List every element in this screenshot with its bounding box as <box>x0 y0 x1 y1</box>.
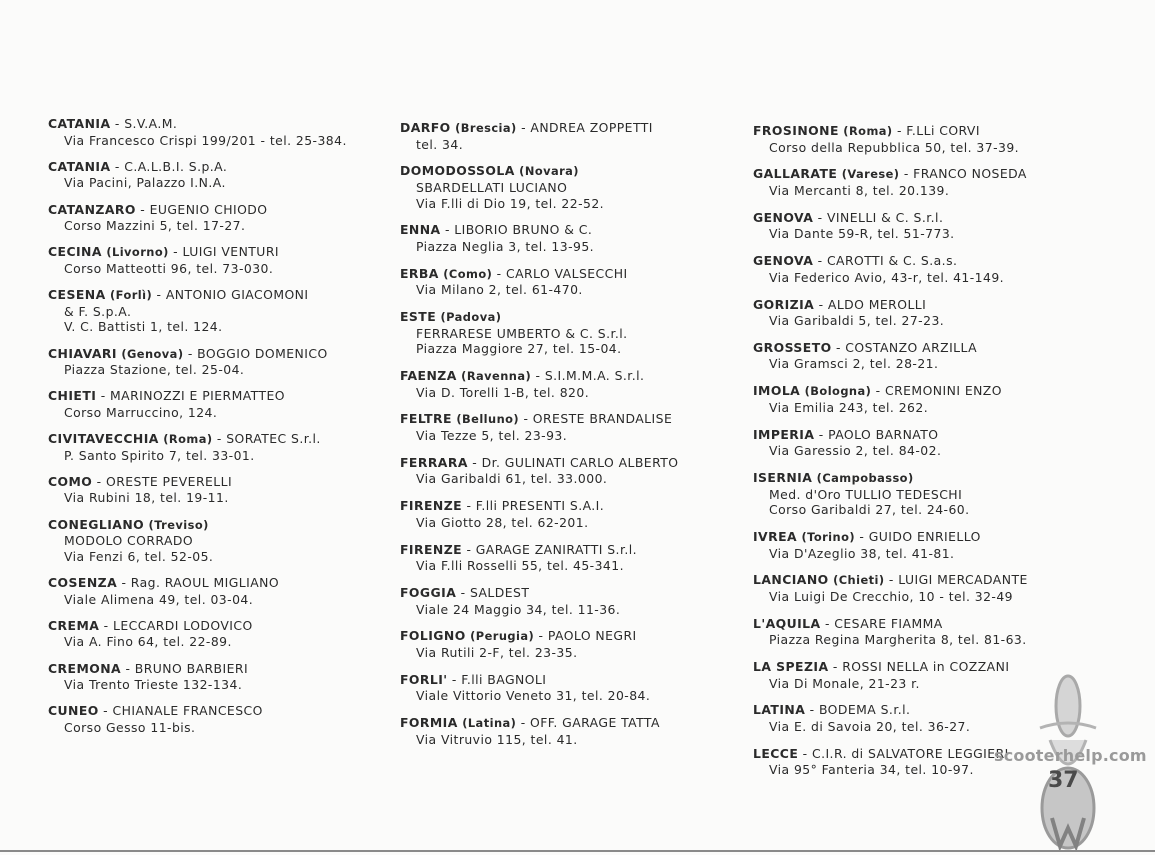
dealer-name: - CESARE FIAMMA <box>820 615 943 631</box>
address-line: Viale 24 Maggio 34, tel. 11-36. <box>416 601 621 617</box>
address-line: SBARDELLATI LUCIANO <box>416 179 568 195</box>
dealer-entry <box>753 166 1093 198</box>
province-name: (Perugia) <box>465 629 535 644</box>
city-name: CATANZARO <box>48 201 136 217</box>
city-name: CESENA <box>48 287 106 303</box>
province-name: (Campobasso) <box>812 471 914 485</box>
address-line: Via A. Fino 64, tel. 22-89. <box>64 634 232 650</box>
dealer-entry <box>400 266 735 298</box>
dealer-name: - BOGGIO DOMENICO <box>183 345 328 361</box>
dealer-entry <box>400 455 735 487</box>
entry-heading <box>753 572 1093 589</box>
address-line: Via Rubini 18, tel. 19-11. <box>64 490 229 506</box>
city-name: ISERNIA <box>753 470 813 485</box>
entry-heading <box>400 542 735 559</box>
address-line: Via D. Torelli 1-B, tel. 820. <box>416 384 590 400</box>
entry-heading <box>400 266 735 283</box>
dealer-name: - ANTONIO GIACOMONI <box>152 287 309 303</box>
address-line: Via Garessio 2, tel. 84-02. <box>769 443 942 459</box>
watermark-text: scooterhelp.com <box>994 746 1147 765</box>
address-line: Viale Alimena 49, tel. 03-04. <box>64 591 254 607</box>
entry-heading <box>400 498 735 515</box>
city-name: CONEGLIANO <box>48 516 145 532</box>
province-name: (Bologna) <box>800 384 872 399</box>
city-name: FROSINONE <box>753 123 839 138</box>
dealer-name: - LIBORIO BRUNO & C. <box>440 222 593 238</box>
dealer-name: - PAOLO NEGRI <box>534 628 637 644</box>
dealer-entry <box>753 616 1093 648</box>
address-line: Via Francesco Crispi 199/201 - tel. 25-384. <box>64 132 347 148</box>
entry-heading <box>48 202 388 219</box>
entry-heading <box>48 116 388 133</box>
dealer-name: - BRUNO BARBIERI <box>121 660 249 676</box>
address-line: Corso Gesso 11-bis. <box>64 719 196 735</box>
entry-heading <box>48 661 388 678</box>
dealer-name: - CAROTTI & C. S.a.s. <box>813 253 958 269</box>
dealer-name: - CARLO VALSECCHI <box>492 265 628 281</box>
address-line: Piazza Neglia 3, tel. 13-95. <box>416 238 595 254</box>
dealer-entry <box>400 585 735 617</box>
dealer-entry <box>48 431 388 463</box>
province-name: (Chieti) <box>828 573 885 588</box>
province-name: (Torino) <box>797 529 856 544</box>
entry-heading <box>400 309 735 326</box>
address-line: V. C. Battisti 1, tel. 124. <box>64 319 223 335</box>
address-line: Via Luigi De Crecchio, 10 - tel. 32-49 <box>769 588 1014 604</box>
city-name: GENOVA <box>753 209 814 225</box>
city-name: CECINA <box>48 244 102 260</box>
province-name: (Belluno) <box>451 412 520 427</box>
province-name: (Como) <box>438 266 493 281</box>
dealer-name: - ORESTE PEVERELLI <box>92 473 233 489</box>
dealer-entry <box>48 244 388 276</box>
entry-heading <box>753 166 1093 183</box>
dealer-entry <box>48 287 388 335</box>
entry-heading <box>400 222 735 239</box>
dealer-name: - FRANCO NOSEDA <box>899 166 1027 182</box>
dealer-entry <box>753 427 1093 459</box>
dealer-name: - C.I.R. di SALVATORE LEGGIERI <box>798 745 1009 761</box>
dealer-name: - BODEMA S.r.l. <box>805 702 911 718</box>
city-name: CREMA <box>48 617 100 633</box>
province-name: (Ravenna) <box>456 369 532 384</box>
city-name: COSENZA <box>48 575 118 590</box>
entry-heading <box>48 575 388 592</box>
city-name: FIRENZE <box>400 541 463 557</box>
city-name: DARFO <box>400 120 451 135</box>
province-name: (Padova) <box>436 310 502 325</box>
dealer-name: - SORATEC S.r.l. <box>212 431 321 447</box>
address-line: Viale Vittorio Veneto 31, tel. 20-84. <box>416 688 651 704</box>
dealer-entry <box>753 470 1093 518</box>
entry-heading <box>753 253 1093 270</box>
entry-heading <box>400 411 735 428</box>
city-name: FOGGIA <box>400 584 457 600</box>
address-line: Via Rutili 2-F, tel. 23-35. <box>416 644 578 660</box>
address-line: Via Dante 59-R, tel. 51-773. <box>769 226 955 242</box>
dealer-name: - ROSSI NELLA in COZZANI <box>828 659 1010 675</box>
address-line: Via Emilia 243, tel. 262. <box>769 399 929 415</box>
address-line: Piazza Stazione, tel. 25-04. <box>64 362 245 378</box>
dealer-entry <box>753 253 1093 285</box>
city-name: FORMIA <box>400 715 458 731</box>
dealer-entry <box>400 411 735 443</box>
dealer-entry <box>400 163 735 211</box>
address-line: Via Di Monale, 21-23 r. <box>769 675 920 691</box>
address-line: Via Gramsci 2, tel. 28-21. <box>769 356 939 372</box>
dealer-entry <box>400 628 735 660</box>
city-name: CATANIA <box>48 158 111 174</box>
dealer-entry <box>48 517 388 565</box>
address-line: & F. S.p.A. <box>64 303 132 319</box>
city-name: ERBA <box>400 265 439 281</box>
dealer-name: - LUIGI MERCADANTE <box>884 572 1028 588</box>
address-line: MODOLO CORRADO <box>64 533 194 549</box>
city-name: LANCIANO <box>753 572 829 588</box>
dealer-entry <box>400 309 735 357</box>
address-line: Via Mercanti 8, tel. 20.139. <box>769 182 950 198</box>
address-line: Via Trento Trieste 132-134. <box>64 677 243 693</box>
address-line: Corso Matteotti 96, tel. 73-030. <box>64 260 274 276</box>
city-name: FERRARA <box>400 454 468 470</box>
column-1 <box>48 116 388 746</box>
entry-heading <box>753 340 1093 357</box>
dealer-name: - SALDEST <box>456 584 530 600</box>
address-line: Via 95° Fanteria 34, tel. 10-97. <box>769 762 974 778</box>
city-name: FIRENZE <box>400 498 463 514</box>
city-name: FORLI' <box>400 671 448 687</box>
dealer-entry <box>400 715 735 747</box>
entry-heading <box>48 431 388 448</box>
entry-heading <box>400 585 735 602</box>
dealer-entry <box>48 202 388 234</box>
entry-heading <box>48 618 388 635</box>
dealer-entry <box>753 529 1093 561</box>
dealer-name: - F.lli BAGNOLI <box>447 671 547 687</box>
dealer-entry <box>753 383 1093 415</box>
entry-heading <box>400 455 735 472</box>
dealer-name: - GARAGE ZANIRATTI S.r.l. <box>462 541 638 557</box>
city-name: L'AQUILA <box>753 615 821 631</box>
entry-heading <box>753 123 1093 140</box>
city-name: CREMONA <box>48 660 122 676</box>
dealer-entry <box>400 672 735 704</box>
city-name: CHIAVARI <box>48 345 117 361</box>
dealer-entry <box>753 297 1093 329</box>
entry-heading <box>753 616 1093 633</box>
address-line: Via Vitruvio 115, tel. 41. <box>416 731 578 747</box>
entry-heading <box>48 474 388 491</box>
dealer-name: - S.I.M.M.A. S.r.l. <box>531 368 645 384</box>
address-line: Piazza Maggiore 27, tel. 15-04. <box>416 341 622 357</box>
province-name: (Brescia) <box>450 121 517 135</box>
city-name: GORIZIA <box>753 296 815 312</box>
city-name: ENNA <box>400 222 441 238</box>
dealer-entry <box>400 368 735 400</box>
dealer-entry <box>48 661 388 693</box>
dealer-name: - VINELLI & C. S.r.l. <box>813 209 944 225</box>
entry-heading <box>48 287 388 304</box>
dealer-entry <box>753 123 1093 155</box>
entry-heading <box>400 628 735 645</box>
address-line: Via Pacini, Palazzo I.N.A. <box>64 175 226 191</box>
address-line: Via Tezze 5, tel. 23-93. <box>416 428 568 444</box>
dealer-name: - C.A.L.B.I. S.p.A. <box>110 158 228 174</box>
entry-heading <box>48 244 388 261</box>
dealer-name: - Rag. RAOUL MIGLIANO <box>117 575 280 590</box>
dealer-entry <box>753 210 1093 242</box>
dealer-entry <box>400 498 735 530</box>
dealer-entry <box>48 116 388 148</box>
address-line: Via D'Azeglio 38, tel. 41-81. <box>769 545 955 561</box>
dealer-name: - EUGENIO CHIODO <box>135 201 268 217</box>
entry-heading <box>753 470 1093 487</box>
city-name: GALLARATE <box>753 166 838 182</box>
dealer-name: - OFF. GARAGE TATTA <box>516 715 660 731</box>
address-line: Med. d'Oro TULLIO TEDESCHI <box>769 486 963 502</box>
city-name: ESTE <box>400 309 437 325</box>
entry-heading <box>753 529 1093 546</box>
page-number: 37 <box>1048 768 1079 793</box>
dealer-entry <box>48 159 388 191</box>
dealer-entry <box>48 618 388 650</box>
dealer-name: - F.lli PRESENTI S.A.I. <box>462 498 605 514</box>
dealer-name: - ANDREA ZOPPETTI <box>516 120 653 135</box>
dealer-name: - PAOLO BARNATO <box>814 426 939 442</box>
dealer-entry <box>48 703 388 735</box>
entry-heading <box>48 517 388 534</box>
city-name: LA SPEZIA <box>753 659 829 675</box>
city-name: GENOVA <box>753 253 814 269</box>
dealer-entry <box>400 222 735 254</box>
dealer-name: - GUIDO ENRIELLO <box>855 528 981 544</box>
address-line: Via Federico Avio, 43-r, tel. 41-149. <box>769 269 1005 285</box>
dealer-entry <box>48 346 388 378</box>
city-name: CHIETI <box>48 388 97 404</box>
city-name: FELTRE <box>400 411 452 427</box>
entry-heading <box>753 383 1093 400</box>
city-name: FOLIGNO <box>400 628 466 644</box>
entry-heading <box>48 703 388 720</box>
province-name: (Novara) <box>514 164 579 179</box>
entry-heading <box>753 210 1093 227</box>
dealer-name: - COSTANZO ARZILLA <box>831 339 978 355</box>
dealer-name: - CREMONINI ENZO <box>871 383 1002 399</box>
province-name: (Roma) <box>158 432 213 447</box>
province-name: (Treviso) <box>144 517 209 532</box>
address-line: Corso Mazzini 5, tel. 17-27. <box>64 218 246 234</box>
address-line: tel. 34. <box>416 136 464 152</box>
dealer-entry <box>400 542 735 574</box>
entry-heading <box>753 297 1093 314</box>
address-line: Via F.lli Rosselli 55, tel. 45-341. <box>416 558 624 574</box>
address-line: Corso Garibaldi 27, tel. 24-60. <box>769 502 970 518</box>
dealer-entry <box>48 388 388 420</box>
entry-heading <box>400 715 735 732</box>
city-name: CUNEO <box>48 703 99 719</box>
address-line: Corso della Repubblica 50, tel. 37-39. <box>769 139 1020 155</box>
dealer-name: - ALDO MEROLLI <box>814 296 927 312</box>
city-name: FAENZA <box>400 368 457 384</box>
address-line: Via Milano 2, tel. 61-470. <box>416 282 583 298</box>
dealer-entry <box>400 120 735 152</box>
entry-heading <box>48 159 388 176</box>
entry-heading <box>753 427 1093 444</box>
province-name: (Genova) <box>116 346 184 361</box>
city-name: GROSSETO <box>753 339 832 355</box>
dealer-entry <box>48 575 388 607</box>
city-name: DOMODOSSOLA <box>400 163 515 179</box>
dealer-name: - F.LLi CORVI <box>892 123 980 138</box>
dealer-entry <box>753 572 1093 604</box>
city-name: COMO <box>48 473 93 489</box>
province-name: (Varese) <box>837 167 900 182</box>
province-name: (Roma) <box>838 124 893 138</box>
address-line: Via F.lli di Dio 19, tel. 22-52. <box>416 195 605 211</box>
dealer-name: - Dr. GULINATI CARLO ALBERTO <box>467 454 679 470</box>
address-line: Via Fenzi 6, tel. 52-05. <box>64 548 214 564</box>
entry-heading <box>400 163 735 180</box>
entry-heading <box>48 388 388 405</box>
province-name: (Livorno) <box>101 245 169 260</box>
address-line: Via Garibaldi 5, tel. 27-23. <box>769 313 945 329</box>
dealer-entry <box>48 474 388 506</box>
province-name: (Forlì) <box>105 288 153 303</box>
entry-heading <box>400 672 735 689</box>
city-name: IVREA <box>753 528 798 544</box>
page-edge-line <box>0 850 1155 852</box>
dealer-name: - LUIGI VENTURI <box>168 244 279 260</box>
city-name: IMOLA <box>753 383 801 399</box>
entry-heading <box>400 368 735 385</box>
address-line: Via Garibaldi 61, tel. 33.000. <box>416 471 608 487</box>
address-line: Via E. di Savoia 20, tel. 36-27. <box>769 719 971 735</box>
address-line: Piazza Regina Margherita 8, tel. 81-63. <box>769 632 1027 648</box>
dealer-name: - ORESTE BRANDALISE <box>519 411 673 427</box>
dealer-entry <box>753 340 1093 372</box>
entry-heading <box>400 120 735 137</box>
address-line: FERRARESE UMBERTO & C. S.r.l. <box>416 325 628 341</box>
dealer-name: - MARINOZZI E PIERMATTEO <box>96 388 285 404</box>
address-line: Via Giotto 28, tel. 62-201. <box>416 514 589 530</box>
address-line: Corso Marruccino, 124. <box>64 404 218 420</box>
column-2 <box>400 120 735 758</box>
dealer-name: - S.V.A.M. <box>110 116 178 131</box>
dealer-name: - LECCARDI LODOVICO <box>99 617 253 633</box>
city-name: LATINA <box>753 702 806 718</box>
dealer-name: - CHIANALE FRANCESCO <box>98 703 263 719</box>
city-name: CATANIA <box>48 116 111 131</box>
address-line: P. Santo Spirito 7, tel. 33-01. <box>64 447 255 463</box>
city-name: CIVITAVECCHIA <box>48 431 159 447</box>
entry-heading <box>48 346 388 363</box>
city-name: IMPERIA <box>753 426 815 442</box>
province-name: (Latina) <box>457 716 517 731</box>
city-name: LECCE <box>753 745 799 761</box>
